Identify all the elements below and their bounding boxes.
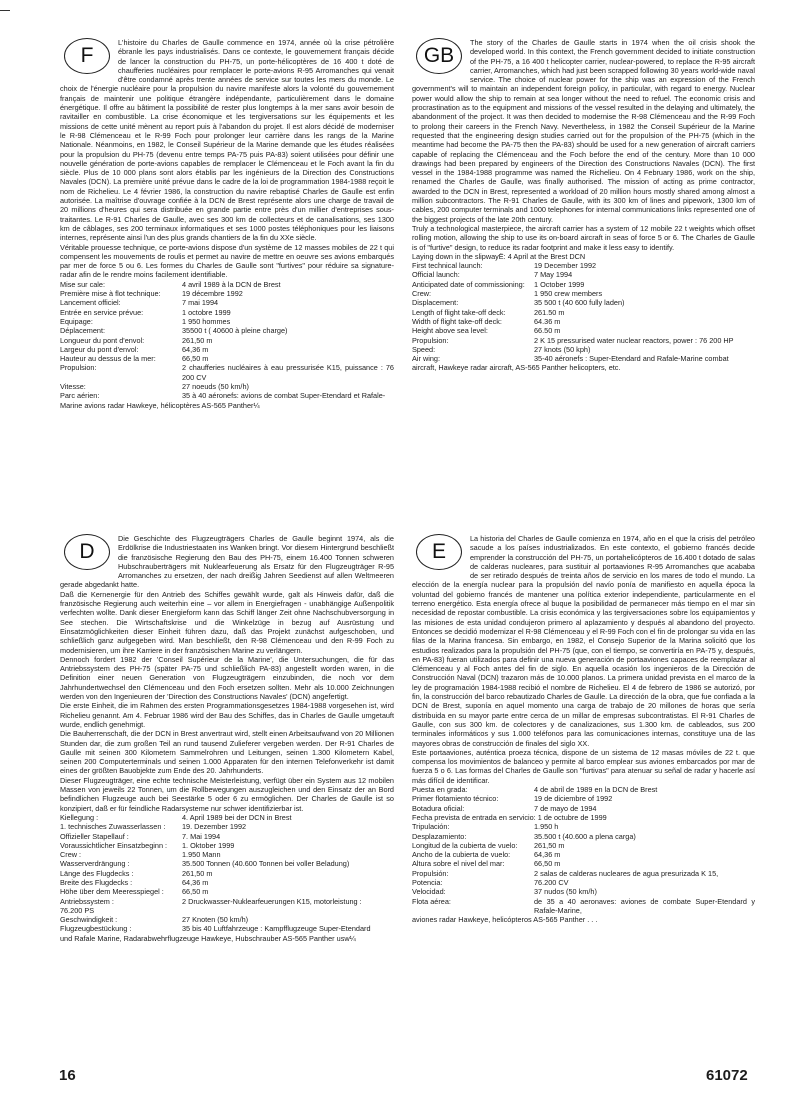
spec-row: Air wing: 35-40 aéronefs : Super-Etendard and Rafale-Marine combat: [412, 354, 729, 364]
spec-row: Velocidad: 37 nudos (50 km/h): [412, 887, 597, 897]
spec-row: Propulsión: 2 salas de calderas nucleares de agua presurizada K 15,: [412, 868, 719, 878]
de-specs-2: [60, 915, 394, 934]
fr-paragraphs: [60, 38, 394, 280]
language-badge-fr: F: [64, 38, 110, 74]
de-specs: [60, 813, 394, 906]
spec-row: Desplazamiento: 35.500 t (40.600 a plena carga): [412, 831, 636, 841]
spec-row: Vitesse: 27 noeuds (50 km/h): [60, 381, 249, 391]
spec-row: Antriebssystem : 2 Druckwasser-Nuklearfeuerungen K15, motorleistung :: [60, 896, 362, 906]
spec-row: Flugzeugbestückung : 35 bis 40 Luftfahrzeuge : Kampfflugzeuge Super-Etendard: [60, 924, 371, 934]
page-number: 16: [59, 1067, 76, 1084]
de-paragraphs: [60, 534, 394, 813]
spec-row: Flota aérea: de 35 a 40 aeronaves: aviones de combate Super-Etendard y Rafale-Marine,: [412, 896, 755, 915]
es-paragraph: Este portaaviones, auténtica proeza técnica, dispone de un sistema de 12 masas móviles de 22 t. que compensa los movimientos de balanceo y permite al barco emplear sus aviones embarcados por mar de fuerza 5 o 6. Las formas del Charles de Gaulle son "furtivas" para atenuar su señal de radar y hacerle así más difícil de identificar.: [412, 747, 755, 785]
gb-paragraph: Truly a technological masterpiece, the aircraft carrier has a system of 12 mobile 22 t weights which offset rolling motion, allowing the ship to use its on-board aircraft in seas of force 5 or 6. The Charles de Gaulle is of "furtive" design, to reduce its radar footprint and make it less easy to identify.: [412, 223, 755, 252]
spec-row: Mise sur cale: 4 avril 1989 à la DCN de Brest: [60, 279, 281, 289]
spec-row: Länge des Flugdecks : 261,50 m: [60, 868, 213, 878]
spec-row: Puesta en grada: 4 de abril de 1989 en la DCN de Brest: [412, 785, 658, 795]
spec-row: Anticipated date of commissioning: 1 October 1999: [412, 279, 585, 289]
language-badge-de: D: [64, 534, 110, 570]
spec-row: Primer flotamiento técnico: 19 de diciembre of 1992: [412, 794, 613, 804]
spec-row: Première mise à flot technique: 19 décembre 1992: [60, 289, 243, 299]
spec-row: First technical launch: 19 December 1992: [412, 261, 597, 271]
spec-row: Official launch: 7 May 1994: [412, 270, 573, 280]
spec-row: Ancho de la cubierta de vuelo: 64,36 m: [412, 850, 561, 860]
spec-row: Speed: 27 knots (50 kph): [412, 344, 591, 354]
spec-row: Width of flight take-off deck: 64.36 m: [412, 316, 561, 326]
de-paragraph: Daß die Kernenergie für den Antrieb des Schiffes gewählt wurde, galt als Hinweis dafür, daß die französische Regierung auch weiterhin eine – vor allem in Energiefragen - unabhängige Außenpolitik verfechten wollte. Dank dieser Energieform kann das Schiff länger Zeit ohne Nachschubversorgung in See stechen. Die Wirtschaftskrise und die Winkelzüge in bezug auf Ausrüstung und Einsatzmöglichkeiten dieser Einheit führen dazu, daß das Projekt zunächst aufgeschoben, und schließlich ganz aufgegeben wird. Man beschließt, den R-98 Clémenceau und den R-99 Foch zu modernisieren, um ihre Karriere in der französischen Marine zu verlängern.: [60, 589, 394, 655]
spec-row: Offizieller Stapellauf : 7. Mai 1994: [60, 831, 221, 841]
spec-row: Crew : 1.950 Mann: [60, 850, 221, 860]
spec-row: Largeur du pont d'envol: 64,36 m: [60, 344, 209, 354]
es-specs: [412, 785, 755, 813]
es-paragraph: La historia del Charles de Gaulle comienza en 1974, año en el que la crisis del petróleo sacude a los países industrializados. En este contexto, el gobierno francés decide emprender la construcción del PH-75, un portahelicópteros de 16.400 t dotado de salas de calderas nucleares, para sustituir al portaaviones R-95 Arromanches que acababa de ser retirado después de treinta años de servicio en los mares de todo el mundo. La elección de la energía nuclear para la propulsión del navío ponía de manifiesto en aquella época la voluntad del gobierno francés de mantener una política exterior independiente, particularmente en el terreno energético. Esta energía ofrece al buque la posibilidad de permanecer más tiempo en el mar sin necesidad de repostar combustible. La crisis económica y las tergiversaciones sobre los equipamientos y las misiones de esta unidad condujeron primero al aplazamiento y después al abandono del proyecto. Entonces se decidió modernizar el R-98 Clémenceau y el R-99 Foch con el fin de prolongar su vida en las filas de la Marina francesa. Sin embargo, en 1982, el Consejo Superior de la Marina solicitó que los estudios realizados para la propulsión del PH-75 (que, con el tiempo, se convertiría en PA-75 y, después, en PA-83) fueran utilizados para definir una nueva generación de portaaviones capaces de reemplazar al Clémenceau y al Foch antes del fin de siglo. En aquella ocasión los ingenieros de la Dirección de Construcción Naval (DCN) trazaron más de 10.000 planos. La primera unidad prevista en el marco de la ley de programación 1984-1988 recibió el nombre de Richelieu. El 4 de febrero de 1986 se autorizó, por fin, la construcción del barco rebautizado Charles de Gaulle. La dirección de la obra, que fue confiada a la DCN de Brest, suponía en aquel momento una carga de trabajo de 20 millones de horas que sería distribuida en su mayor parte entre cerca de un millar de empresas subcontratistas. El R-91 Charles de Gaulle, con sus 300 km. de colectores y de canalizaciones, sus 1.300 km. de cableados, sus 200 terminales informáticos y sus 1.000 teléfonos para las comunicaciones internas, constituye una de las mayores obras de construcción de finales del siglo XX.: [412, 534, 755, 748]
spec-row: Length of flight take-off deck: 261.50 m: [412, 307, 565, 317]
spec-row: Parc aérien: 35 à 40 aéronefs: avions de combat Super-Etendard et Rafale-: [60, 391, 386, 401]
section-spanish: [412, 534, 755, 924]
de-paragraph: Die Geschichte des Flugzeugträgers Charles de Gaulle beginnt 1974, als die Erdölkrise die Industriestaaten ins Wanken bringt. Vor diesem Hintergrund beschließt die französische Regierung den Bau des PH-75, einem 16.400 Tonnen schweren Hubschrauberträgers mit Nuklearfeuerung als Ersatz für den Flugzeugträger R-95 Arromanches zu ersetzen, der nach dreißig Jahren Seedienst auf allen Weltmeeren gerade abgedankt hatte.: [60, 534, 394, 590]
es-paragraphs: [412, 534, 755, 785]
spec-row: Lancement officiel: 7 mai 1994: [60, 298, 219, 308]
de-paragraph: Dieser Flugzeugträger, eine echte technische Meisterleistung, verfügt über ein System aus 12 mobilen Massen von jeweils 22 Tonnen, um die Rollbewegungen auszugleichen und den Einsatz der an Bord befindlichen Flugzeuge auch bei Seestärke 5 oder 6 zu ermöglichen. Der Charles de Gaulle ist so konzipiert, daß er für feindliche Radarsysteme nur schwer identifizierbar ist.: [60, 775, 394, 813]
corner-mark: [0, 0, 10, 11]
spec-row: Potencia: 76.200 CV: [412, 877, 569, 887]
spec-row: Geschwindigkeit : 27 Knoten (50 km/h): [60, 915, 249, 925]
fr-paragraph: Véritable prouesse technique, ce porte-avions dispose d'un système de 12 masses mobiles de 22 t qui compensent les mouvements de roulis et permet au navire de mettre en oeuvre ses avions embarqués par mer de force 5 ou 6. Les formes du Charles de Gaulle sont "furtives" pour réduire sa signature-radar afin de le rendre moins facilement identifiable.: [60, 242, 394, 280]
spec-row: Longueur du pont d'envol: 261,50 m: [60, 335, 213, 345]
de-specs-mid: 76.200 PS: [60, 905, 95, 915]
spec-row: Höhe über dem Meeresspiegel : 66,50 m: [60, 887, 209, 897]
spec-row: Longitud de la cubierta de vuelo: 261,50 m: [412, 840, 565, 850]
de-paragraph: Die erste Einheit, die im Rahmen des ersten Programmationsgesetzes 1984-1988 vorgesehen ist, wird Richelieu genannt. Am 4. Februar 1986 wird der Bau des Schiffes, das in Charles de Gaulle umgetauft wurde, endlich genehmigt.: [60, 701, 394, 729]
gb-paragraphs: [412, 38, 755, 261]
section-german: [60, 534, 394, 943]
spec-row: Breite des Flugdecks : 64,36 m: [60, 877, 209, 887]
section-french: [60, 38, 394, 410]
spec-row: Entrée en service prévue: 1 octobre 1999: [60, 307, 231, 317]
es-specs-tail: aviones radar Hawkeye, helicópteros AS-565 Panther . . .: [412, 915, 598, 925]
gb-paragraph: Laying down in the slipwayË: 4 April at the Brest DCN: [412, 251, 586, 261]
spec-row: Propulsion: 2 K 15 pressurised water nuclear reactors, power : 76 200 HP: [412, 335, 734, 345]
gb-paragraph: The story of the Charles de Gaulle starts in 1974 when the oil crisis shook the developed world. In this context, the French government decided to initiate construction of the PH-75, a 16 400 t helicopter carrier, nuclear-powered, to replace the R-95 aircraft carrier, Arromanches, which had just been scrapped following 30 years world-wide naval service. The choice of nuclear power for the ship was an expression of the French government's will to maintain an independent foreign policy, in particular, with regard to energy. Nuclear power would allow the ship to remain at sea longer without the need to refuel. The economic crisis and procrastination as to the equipment and missions of the vessel resulted in the delaying and ultimately, the abandonment of the project. It was then decided to modernise the R-98 Clémenceau and the R-99 Foch to prolong their careers in the French Navy. Nevertheless, in 1982 the Conseil Supérieur de la Marine requested that the engineering design studies carried out for the propulsion of the PH-75 (which in the meantime had become the PA-75 then the PA-83) should be used for a new generation of aircraft carriers capable of replacing the Clémenceau and the Foch before the end of the century. More than 10 000 drawings had been prepared by engineers of the Direction des Constructions Navales (DCN). The first vessel in the 1984-1988 programme was named the Richelieu. On 4 February 1986, work on the ship, renamed the Charles de Gaulle, was finally authorised. The mission of acting as prime contractor, awarded to the DCN in Brest, represented a workload of 20 million hours mostly shared among almost a million subcontractors. The R-91 Charles de Gaulle, with its 300 km of lines and pipework, 1300 km of cables, 200 computer terminals and 1000 telephones for internal communications links represented one of the biggest projects of the late 20th century.: [412, 38, 755, 224]
spec-row: Altura sobre el nivel del mar: 66,50 m: [412, 859, 561, 869]
spec-row: Propulsion: 2 chaufferies nucléaires à eau pressurisée K15, puissance : 76 200 CV: [60, 363, 394, 382]
es-specs-2: [412, 822, 755, 915]
spec-row: Height above sea level: 66.50 m: [412, 326, 561, 336]
es-specs-line: Fecha prevista de entrada en servicio: 1 de octubre de 1999: [412, 812, 607, 822]
fr-specs-tail: Marine avions radar Hawkeye, hélicoptères AS-565 Panther¼: [60, 400, 260, 410]
de-paragraph: Die Bauherrenschaft, die der DCN in Brest anvertraut wird, stellt einen Arbeitsaufwand von 20 Millionen Stunden dar, die zum großen Teil an rund tausend Zulieferer vergeben werden. Der R-91 Charles de Gaulle mit seinen 300 Kilometern Sammelrohren und Leitungen, seinen 1.300 Kilometern Kabel, seinen 200 Computerterminals und seinen 1.000 Apparaten für den internen Telefonverkehr ist damit eines der größten Bauobjekte zum Ende des 20. Jahrhunderts.: [60, 729, 394, 776]
fr-specs: [60, 280, 394, 401]
gb-specs: [412, 261, 755, 363]
language-badge-es: E: [416, 534, 462, 570]
spec-row: Déplacement: 35500 t ( 40600 à pleine charge): [60, 326, 288, 336]
spec-row: 1. technisches Zuwasserlassen : 19. Dezember 1992: [60, 822, 247, 832]
fr-paragraph: L'histoire du Charles de Gaulle commence en 1974, année où la crise pétrolière ébranle les pays industrialisés. Dans ce contexte, le gouvernement français décide de lancer la construction du PH-75, un porte-hélicoptères de 16 400 t doté de chaufferies nucléaires pour remplacer le porte-avions R-95 Arromanches qui venait d'être condamné après trente années de service sur toutes les mers du monde. Le choix de l'énergie nucléaire pour la propulsion du navire manifeste alors la volonté du gouvernement français de maintenir une politique étrangère indépendante, particulièrement dans le domaine énergétique. Il offre au bâtiment la possibilité de rester plus longtemps à la mer sans avoir besoin de ravitailler en combustible. La crise économique et les tergiversations sur les équipements et les missions de cette unité mènent au report puis à l'abandon du projet. Il est alors décidé de moderniser le R-98 Clémenceau et le R-99 Foch pour prolonger leur carrière dans les rangs de la Marine Nationale. Néanmoins, en 1982, le Conseil Supérieur de la Marine demande que les études réalisées pour la propulsion du PH-75 (devenu entre temps PA-75 puis PA-83) soient utilisées pour définir une nouvelle génération de porte-avions capables de remplacer le Clémenceau et le Foch avant la fin du siècle. Plus de 10 000 plans sont alors établis par les ingénieurs de la Direction des Constructions Navales (DCN). La première unité prévue dans le cadre de la loi de programmation 1984-1988 reçoit le nom de Richelieu. Le 4 février 1986, la construction du navire rebaptisé Charles de Gaulle est enfin autorisée. La maîtrise d'ouvrage confiée à la DCN de Brest représente alors une charge de travail de 20 millions d'heures qui sera distribuée en grande partie entre près d'un millier d'entreprises sous-traitantes. Le R-91 Charles de Gaulle, avec ses 300 km de collecteurs et de canalisations, ses 1300 km de câblages, ses 200 terminaux informatiques et ses 1000 postes téléphoniques pour les liaisons internes, représente ainsi l'un des plus grands chantiers de la fin du XXe siècle.: [60, 38, 394, 243]
de-specs-tail: und Rafale Marine, Radarabwehrflugzeuge Hawkeye, Hubschrauber AS-565 Panther usw¼: [60, 933, 356, 943]
language-badge-gb: GB: [416, 38, 462, 74]
spec-row: Botadura oficial: 7 de mayo de 1994: [412, 803, 597, 813]
section-english: [412, 38, 755, 373]
spec-row: Voraussichtlicher Einsatzbeginn : 1. Oktober 1999: [60, 840, 235, 850]
spec-row: Hauteur au dessus de la mer: 66,50 m: [60, 354, 209, 364]
spec-row: Wasserverdrängung : 35.500 Tonnen (40.600 Tonnen bei voller Beladung): [60, 859, 350, 869]
de-paragraph: Dennoch fordert 1982 der 'Conseil Supérieur de la Marine', die Untersuchungen, die für das Antriebssystem des PH-75 (später PA-75 und schließlich PA-83) angestellt worden waren, in die Definition einer neuen Generation von Flugzeugträgern einzubinden, die noch vor dem Jahrhundertwechsel den Clémenceau und den Foch ersetzen sollten. Mehr als 10.000 Zeichnungen werden von den Ingenieuren der 'Direction des Constructions Navales' (DCN) angefertigt.: [60, 654, 394, 702]
gb-specs-tail: aircraft, Hawkeye radar aircraft, AS-565 Panther helicopters, etc.: [412, 363, 621, 373]
spec-row: Tripulación: 1.950 h: [412, 822, 559, 832]
spec-row: Kiellegung : 4. April 1989 bei der DCN in Brest: [60, 812, 292, 822]
spec-row: Equipage: 1 950 hommes: [60, 316, 231, 326]
spec-row: Displacement: 35 500 t (40 600 fully laden): [412, 298, 625, 308]
spec-row: Crew: 1 950 crew members: [412, 289, 603, 299]
model-reference-number: 61072: [706, 1067, 748, 1084]
